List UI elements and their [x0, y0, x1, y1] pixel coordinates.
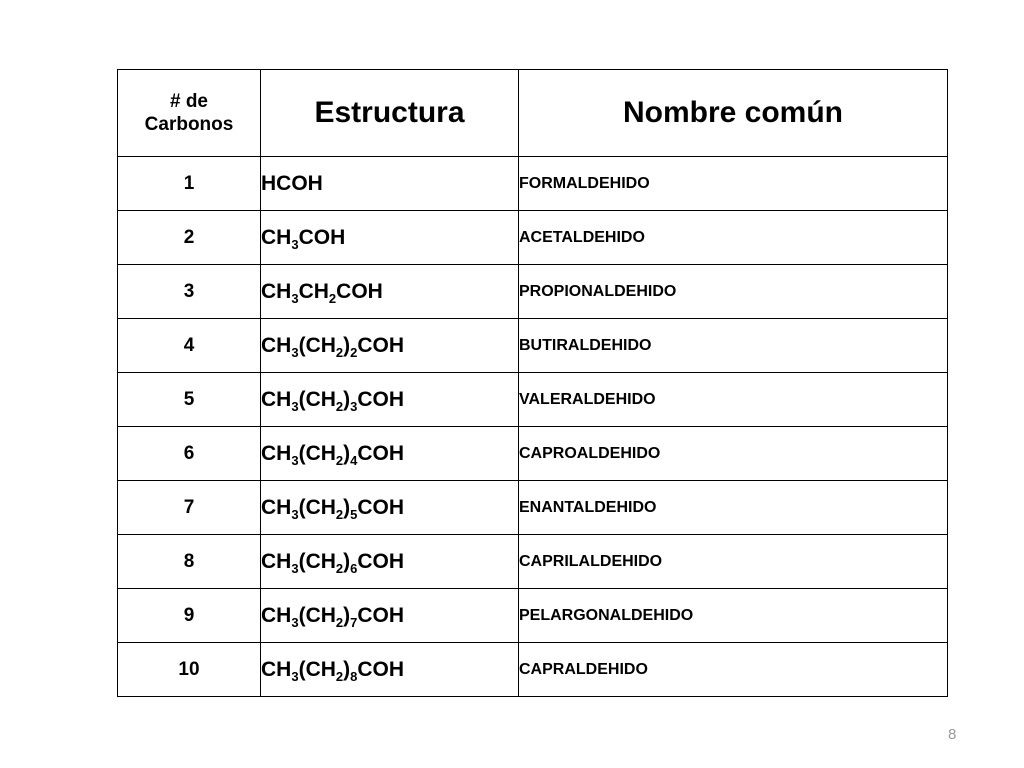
carbon-count-cell: 7 [118, 481, 261, 535]
formula-subscript: 3 [291, 452, 299, 468]
formula-text: (CH [298, 441, 336, 465]
aldehydes-table [117, 69, 948, 697]
formula-subscript: 3 [291, 506, 299, 522]
formula-text: (CH [298, 657, 336, 681]
formula-text: CH [261, 441, 292, 465]
carbon-count-cell: 6 [118, 427, 261, 481]
table-row [118, 535, 948, 589]
carbon-count-cell: 10 [118, 643, 261, 697]
formula-text: CH [261, 333, 292, 357]
formula-text: CH [261, 603, 292, 627]
carbon-count-cell: 4 [118, 319, 261, 373]
table-header-row [118, 70, 948, 157]
formula-text: COH [336, 279, 383, 303]
table-row [118, 319, 948, 373]
formula-text: COH [357, 387, 405, 411]
structure-cell [261, 427, 519, 481]
formula-subscript: 3 [291, 344, 299, 360]
formula-subscript: 2 [335, 668, 344, 684]
formula-text: (CH [298, 603, 336, 627]
structure-cell [261, 643, 519, 697]
formula-text: (CH [298, 495, 336, 519]
structure-cell [261, 589, 519, 643]
formula-text: CH [261, 549, 292, 573]
common-name-cell: CAPROALDEHIDO [519, 427, 948, 481]
formula-text: (CH [298, 333, 336, 357]
common-name-cell: CAPRILALDEHIDO [519, 535, 948, 589]
formula-text: COH [298, 225, 346, 249]
formula-text: ) [343, 549, 351, 573]
formula-subscript: 6 [350, 560, 358, 576]
formula-text: ) [343, 603, 351, 627]
formula-subscript: 2 [335, 344, 344, 360]
formula-subscript: 2 [350, 344, 358, 360]
formula-text: COH [357, 495, 405, 519]
formula-text: COH [357, 441, 405, 465]
formula-text: COH [357, 549, 405, 573]
table-row [118, 157, 948, 211]
formula-subscript: 3 [350, 398, 358, 414]
common-name-cell: ENANTALDEHIDO [519, 481, 948, 535]
common-name-cell: ACETALDEHIDO [519, 211, 948, 265]
common-name-cell: VALERALDEHIDO [519, 373, 948, 427]
formula-text: (CH [298, 549, 336, 573]
header-carbons-line1: # de [169, 91, 209, 112]
formula-text: COH [357, 603, 405, 627]
structure-cell [261, 535, 519, 589]
formula-subscript: 3 [291, 614, 299, 630]
formula-subscript: 3 [291, 290, 299, 306]
header-carbons-line2: Carbonos [144, 114, 234, 135]
formula-text: CH [261, 495, 292, 519]
formula-text: ) [343, 495, 351, 519]
common-name-cell: PELARGONALDEHIDO [519, 589, 948, 643]
formula-text: ) [343, 387, 351, 411]
formula-subscript: 7 [350, 614, 358, 630]
common-name-cell: CAPRALDEHIDO [519, 643, 948, 697]
structure-cell [261, 481, 519, 535]
formula-subscript: 3 [291, 236, 299, 252]
carbon-count-cell: 8 [118, 535, 261, 589]
page-number: 8 [948, 726, 957, 743]
formula-subscript: 3 [291, 398, 299, 414]
header-common-name: Nombre común [519, 70, 948, 157]
carbon-count-cell: 3 [118, 265, 261, 319]
formula-subscript: 2 [335, 614, 344, 630]
formula-text: CH [261, 387, 292, 411]
table-body [118, 157, 948, 697]
formula-text: CH [261, 657, 292, 681]
formula-subscript: 2 [335, 506, 344, 522]
formula-text: ) [343, 333, 351, 357]
formula-subscript: 4 [350, 452, 358, 468]
table-row [118, 427, 948, 481]
formula-text: HCOH [261, 171, 323, 195]
formula-text: COH [357, 657, 405, 681]
common-name-cell: FORMALDEHIDO [519, 157, 948, 211]
formula-text: (CH [298, 387, 336, 411]
structure-cell [261, 319, 519, 373]
common-name-cell: BUTIRALDEHIDO [519, 319, 948, 373]
formula-text: CH [261, 225, 292, 249]
structure-cell [261, 157, 519, 211]
formula-subscript: 2 [328, 290, 337, 306]
carbon-count-cell: 1 [118, 157, 261, 211]
table-row [118, 643, 948, 697]
formula-subscript: 8 [350, 668, 358, 684]
structure-cell [261, 211, 519, 265]
formula-text: ) [343, 441, 351, 465]
header-carbons [118, 70, 261, 157]
structure-cell [261, 373, 519, 427]
table-row [118, 589, 948, 643]
formula-subscript: 2 [335, 398, 344, 414]
table-row [118, 211, 948, 265]
formula-text: COH [357, 333, 405, 357]
header-structure: Estructura [261, 70, 519, 157]
formula-subscript: 3 [291, 668, 299, 684]
structure-cell [261, 265, 519, 319]
formula-text: ) [343, 657, 351, 681]
formula-subscript: 5 [350, 506, 358, 522]
table-row [118, 481, 948, 535]
table-row [118, 373, 948, 427]
formula-subscript: 2 [335, 452, 344, 468]
formula-subscript: 2 [335, 560, 344, 576]
formula-subscript: 3 [291, 560, 299, 576]
formula-text: CH [298, 279, 329, 303]
common-name-cell: PROPIONALDEHIDO [519, 265, 948, 319]
carbon-count-cell: 5 [118, 373, 261, 427]
formula-text: CH [261, 279, 292, 303]
carbon-count-cell: 2 [118, 211, 261, 265]
carbon-count-cell: 9 [118, 589, 261, 643]
table-row [118, 265, 948, 319]
